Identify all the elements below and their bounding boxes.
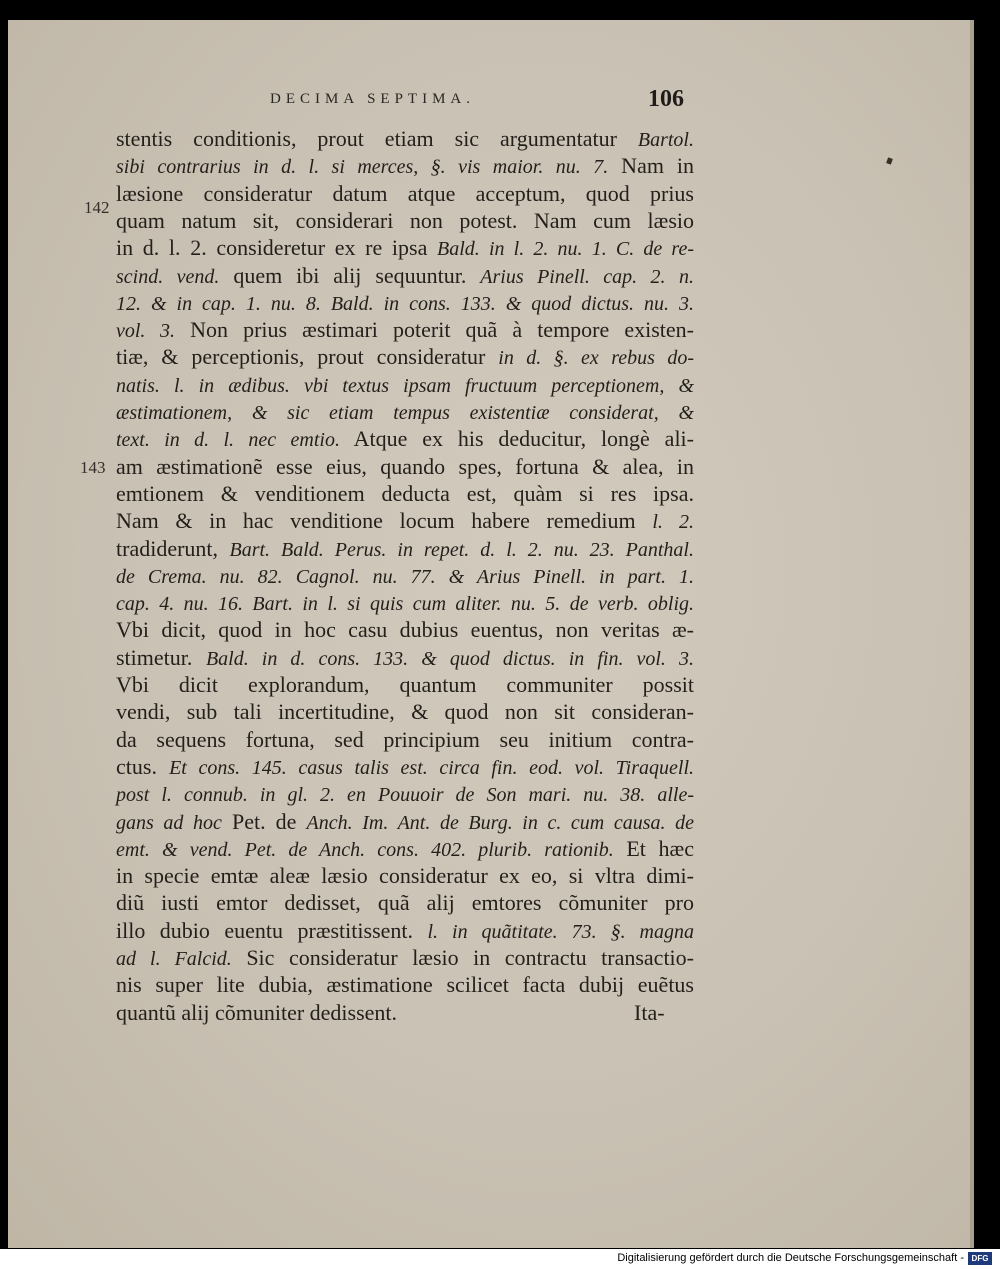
text-line: [116, 889, 694, 917]
text-line: [116, 125, 694, 153]
text-line: [116, 262, 694, 290]
roman-text: quem ibi alij sequuntur.: [219, 262, 481, 288]
text-line: [116, 644, 694, 672]
text-line: [116, 562, 694, 590]
roman-text: Nam & in hac venditione locum habere remedium: [116, 508, 653, 534]
citation-text: cap. 4. nu. 16. Bart. in l. si quis cum aliter. nu. 5. de verb. oblig.: [116, 593, 694, 616]
citation-text: text. in d. l. nec emtio.: [116, 429, 340, 452]
text-line: [116, 316, 694, 344]
text-line: [116, 726, 694, 754]
roman-text: Non prius æstimari poterit quã à tempore existen-: [175, 317, 694, 343]
roman-text: Pet. de: [221, 808, 307, 834]
citation-text: 12. & in cap. 1. nu. 8. Bald. in cons. 133. & quod dictus. nu. 3.: [116, 292, 694, 315]
text-line: [116, 808, 694, 836]
text-line: [116, 616, 694, 644]
citation-text: emt. & vend. Pet. de Anch. cons. 402. plurib. rationib.: [116, 838, 614, 861]
text-line: [116, 453, 694, 481]
roman-text: illo dubio euentu præstitissent.: [116, 917, 428, 943]
roman-text: Et hæc: [613, 835, 694, 861]
roman-text: læsione consideratur datum atque acceptum, quod prius: [116, 180, 694, 206]
citation-text: ad l. Falcid.: [116, 948, 232, 970]
citation-text: sibi contrarius in d. l. si merces, §. vis maior. nu. 7.: [116, 156, 609, 179]
citation-text: gans ad hoc: [116, 811, 222, 834]
text-line: [116, 398, 694, 426]
text-line: [116, 944, 694, 972]
roman-text: Vbi dicit explorandum, quantum communiter possit: [116, 672, 694, 697]
roman-text: diũ iusti emtor dedisset, quã alij emtores cõmuniter pro: [116, 890, 694, 916]
citation-text: Bald. in d. cons. 133. & quod dictus. in fin. vol. 3.: [205, 647, 694, 670]
citation-text: æstimationem, & sic etiam tempus existentiæ considerat, &: [116, 402, 694, 424]
text-line: [116, 207, 694, 235]
catchword: Ita-: [634, 999, 665, 1025]
citation-text: Et cons. 145. casus talis est. circa fin. eod. vol. Tiraquell.: [169, 756, 694, 779]
text-line: [116, 480, 694, 508]
citation-text: Bart. Bald. Perus. in repet. d. l. 2. nu. 23. Panthal.: [229, 538, 694, 561]
text-line: [116, 152, 694, 180]
roman-text: quantũ alij cõmuniter dedissent.: [116, 999, 398, 1025]
text-line: [116, 535, 694, 563]
text-line: [116, 589, 694, 617]
page-edge: [970, 20, 974, 1248]
roman-text: tiæ, & perceptionis, prout consideratur: [116, 344, 499, 370]
text-line: [116, 917, 694, 945]
margin-number: 142: [84, 198, 110, 217]
citation-text: scind. vend.: [116, 265, 220, 288]
text-line: [116, 999, 665, 1027]
roman-text: Atque ex his deducitur, longè ali-: [339, 426, 694, 452]
citation-text: natis. l. in ædibus. vbi textus ipsam fructuum perceptionem, &: [116, 374, 694, 397]
roman-text: Nam in: [608, 153, 694, 179]
text-line: [116, 343, 694, 371]
roman-text: in specie emtæ aleæ læsio consideratur ex eo, si vltra dimi-: [116, 863, 694, 889]
roman-text: ctus.: [116, 753, 170, 779]
funding-credit: Digitalisierung gefördert durch die Deutsche Forschungsgemeinschaft -: [617, 1252, 964, 1264]
citation-text: in d. §. ex rebus do-: [498, 347, 695, 370]
citation-text: Bartol.: [637, 129, 694, 151]
roman-text: da sequens fortuna, sed principium seu initium contra-: [116, 726, 694, 752]
text-line: [116, 425, 694, 453]
text-line: [116, 289, 694, 317]
roman-text: Sic consideratur læsio in contractu transactio-: [231, 945, 694, 970]
text-line: [116, 507, 694, 535]
text-line: [116, 671, 694, 699]
citation-text: Anch. Im. Ant. de Burg. in c. cum causa. de: [306, 811, 694, 834]
text-line: [116, 753, 694, 781]
dfg-logo: DFG: [968, 1252, 992, 1265]
text-line: [116, 698, 694, 726]
citation-text: post l. connub. in gl. 2. en Pouuoir de Son mari. nu. 38. alle-: [116, 784, 694, 807]
margin-number: 143: [80, 458, 106, 477]
citation-text: Bald. in l. 2. nu. 1. C. de re-: [437, 238, 694, 261]
citation-text: l. 2.: [652, 511, 695, 534]
citation-text: Arius Pinell. cap. 2. n.: [480, 265, 694, 288]
roman-text: quam natum sit, considerari non potest. Nam cum læsio: [116, 207, 694, 233]
roman-text: vendi, sub tali incertitudine, & quod non sit consideran-: [116, 699, 694, 725]
roman-text: Vbi dicit, quod in hoc casu dubius euentus, non veritas æ-: [116, 617, 694, 643]
citation-text: l. in quãtitate. 73. §. magna: [427, 920, 694, 943]
roman-text: stentis conditionis, prout etiam sic argumentatur: [116, 126, 638, 151]
roman-text: stimetur.: [116, 644, 206, 670]
text-line: [116, 862, 694, 890]
text-line: [116, 180, 694, 208]
roman-text: emtionem & venditionem deducta est, quàm si res ipsa.: [116, 480, 694, 506]
text-line: [116, 971, 694, 999]
page-number: 106: [648, 86, 684, 112]
citation-text: de Crema. nu. 82. Cagnol. nu. 77. & Arius Pinell. in part. 1.: [116, 565, 694, 588]
text-line: [116, 835, 694, 863]
roman-text: in d. l. 2. consideretur ex re ipsa: [116, 235, 438, 261]
citation-text: vol. 3.: [116, 320, 176, 343]
roman-text: nis super lite dubia, æstimatione scilicet facta dubij euẽtus: [116, 972, 694, 998]
text-line: [116, 234, 694, 262]
running-head: DECIMA SEPTIMA.: [270, 91, 476, 107]
text-line: [116, 371, 694, 399]
text-line: [116, 780, 694, 808]
roman-text: am æstimationẽ esse eius, quando spes, fortuna & alea, in: [116, 453, 694, 479]
roman-text: tradiderunt,: [116, 535, 230, 561]
